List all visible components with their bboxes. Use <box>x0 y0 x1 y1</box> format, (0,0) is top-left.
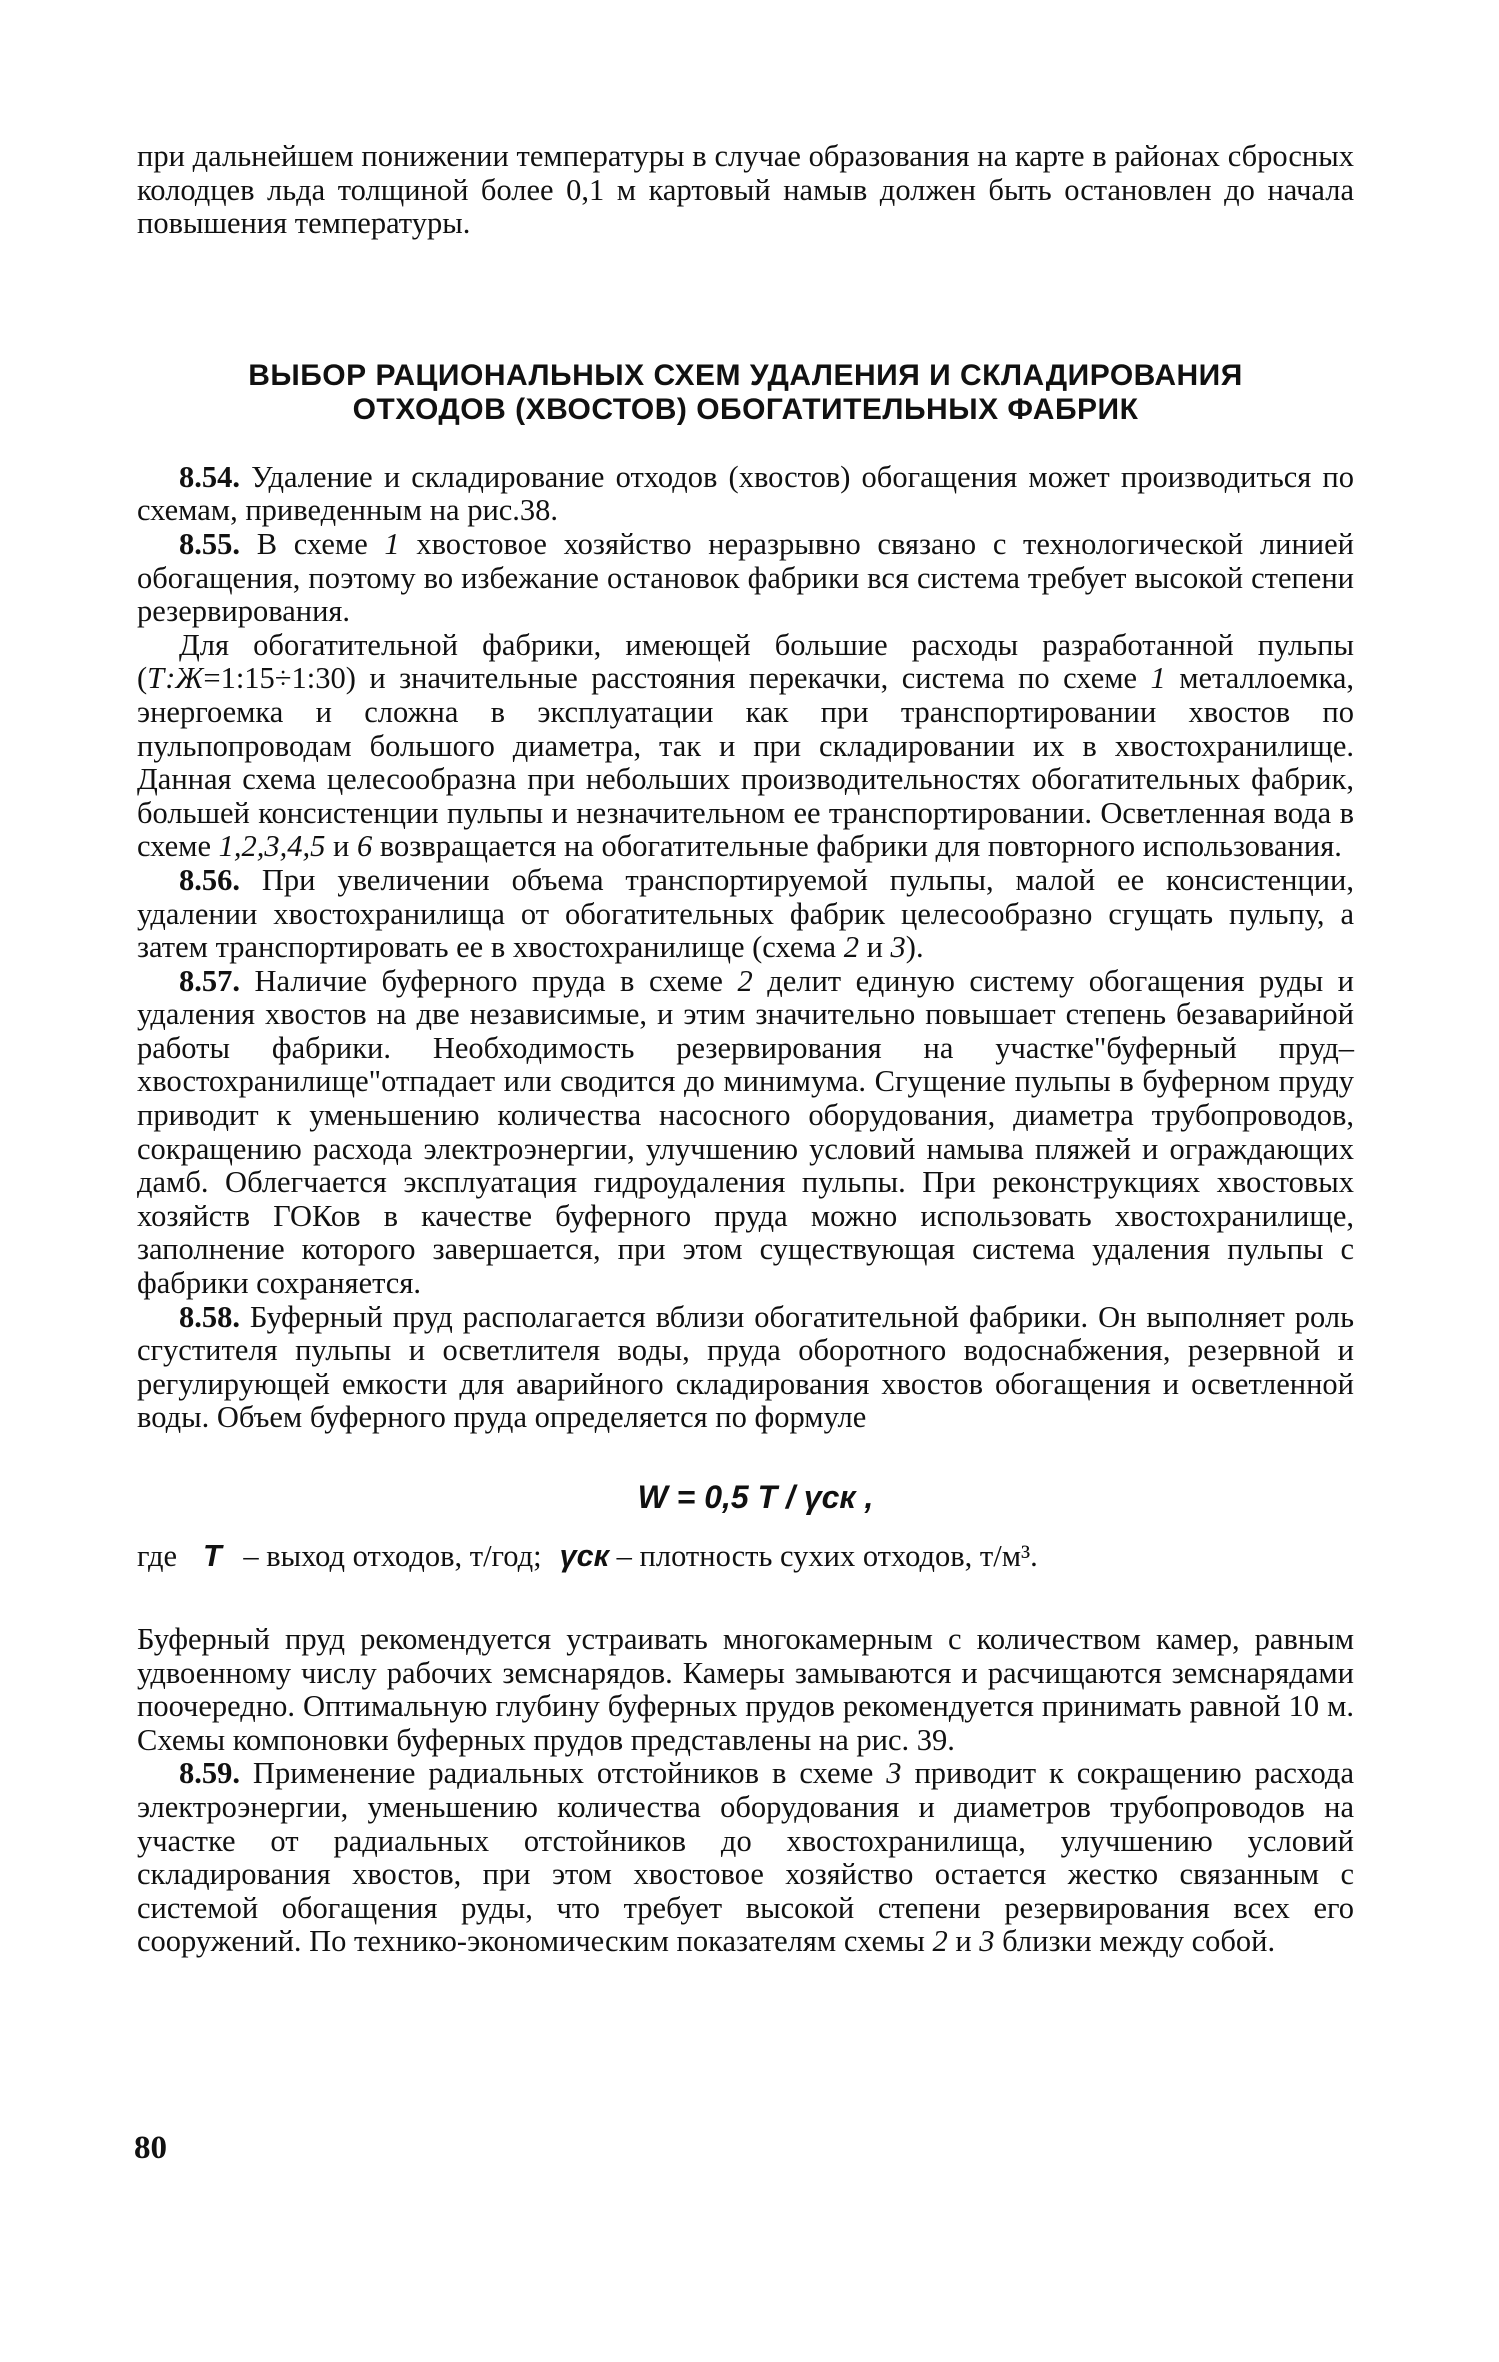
paragraph-text: и <box>325 829 357 864</box>
ratio-label: Т:Ж <box>147 661 204 696</box>
symbol-t: T <box>203 1539 222 1573</box>
section-heading <box>137 359 1354 427</box>
symbol-gamma: γск <box>559 1539 610 1573</box>
paragraph-text: и <box>947 1924 980 1959</box>
paragraph-text: близки между собой. <box>994 1924 1276 1959</box>
clause-number: 8.54. <box>179 459 240 494</box>
scheme-ref: 2 <box>737 963 753 998</box>
paragraph-text: возвращается на обогатительные фабрики для повторного использования. <box>372 829 1342 864</box>
scheme-ref: 1 <box>384 526 400 561</box>
paragraph-text: Удаление и складирование отходов (хвостов) обогащения может производиться по схемам, приведенным на рис.38. <box>137 459 1354 528</box>
clause-number: 8.56. <box>179 862 240 897</box>
section-heading-line-1: ВЫБОР РАЦИОНАЛЬНЫХ СХЕМ УДАЛЕНИЯ И СКЛАДИРОВАНИЯ <box>248 358 1243 392</box>
page-body <box>137 140 1354 1959</box>
paragraph-text: ). <box>905 930 924 965</box>
symbol-gamma-description: – плотность сухих отходов, т/м³. <box>609 1539 1038 1573</box>
scheme-ref: 3 <box>886 1756 902 1791</box>
paragraph-text: Для обогатительной фабрики, имеющей большие расходы разработанной пульпы ( <box>137 627 1354 696</box>
paragraph-8-59 <box>137 1757 1354 1959</box>
page-number: 80 <box>134 2130 167 2166</box>
scheme-ref: 2 <box>932 1924 948 1959</box>
where-label: где <box>137 1539 178 1573</box>
clause-number: 8.59. <box>179 1756 240 1791</box>
paragraph-8-58 <box>137 1301 1354 1435</box>
section-heading-line-2: ОТХОДОВ (ХВОСТОВ) ОБОГАТИТЕЛЬНЫХ ФАБРИК <box>352 392 1139 426</box>
paragraph-8-54 <box>137 461 1354 528</box>
paragraph-text: делит единую систему обогащения руды и удаления хвостов на две независимые, и этим значительно повышает степень безаварийной работы фабрики. Необходимость резервирования на участке"буферный пруд–хвостохранилище"отпадает или сводится до минимума. Сгущение пульпы в буферном пруду приводит к уменьшению количества насосного оборудования, диаметра трубопроводов, сокращению расхода электроэнергии, улучшению условий намыва пляжей и ограждающих дамб. Облегчается эксплуатация гидроудаления пульпы. При реконструкциях хвостовых хозяйств ГОКов в качестве буферного пруда можно использовать хвостохранилище, заполнение которого завершается, при этом существующая система удаления пульпы с фабрики сохраняется. <box>137 963 1354 1301</box>
paragraph-8-55-continued <box>137 629 1354 864</box>
paragraph-text: При увеличении объема транспортируемой пульпы, малой ее консистенции, удалении хвостохранилища от обогатительных фабрик целесообразно сгущать пульпу, а затем транспортировать ее в хвостохранилище (схема <box>137 862 1354 965</box>
paragraph-buffer-pond-chambers: Буферный пруд рекомендуется устраивать многокамерным с количеством камер, равным удвоенному числу рабочих земснарядов. Камеры замываются и расчищаются земснарядами поочередно. Оптимальную глубину буферных прудов рекомендуется принимать равной 10 м. Схемы компоновки буферных прудов представлены на рис. 39. <box>137 1622 1354 1757</box>
paragraph-text: В схеме <box>240 526 385 561</box>
scheme-ref: 6 <box>356 829 373 864</box>
paragraph-text: металлоемка, энергоемка и сложна в эксплуатации как при транспортировании хвостов по пульпопроводам большого диаметра, так и при складировании их в хвостохранилище. Данная схема целесообразна при небольших производительностях обогатительных фабрик, большей консистенции пульпы и незначительном ее транспортировании. Осветленная вода в схеме <box>137 661 1354 864</box>
scheme-ref: 2 <box>843 930 859 965</box>
clause-number: 8.58. <box>179 1299 240 1334</box>
symbol-t-description: – выход отходов, т/год; <box>235 1539 542 1573</box>
paragraph-text: и <box>858 930 891 965</box>
paragraph-8-56 <box>137 864 1354 965</box>
paragraph-text: =1:15÷1:30) и значительные расстояния перекачки, система по схеме <box>203 661 1151 696</box>
buffer-pond-formula: W = 0,5 T / γск , <box>637 1479 874 1515</box>
paragraph-text: Буферный пруд располагается вблизи обогатительной фабрики. Он выполняет роль сгустителя пульпы и осветлителя воды, пруда оборотного водоснабжения, резервной и регулирующей емкости для аварийного складирования хвостов обогащения и осветленной воды. Объем буферного пруда определяется по формуле <box>137 1299 1354 1435</box>
paragraph-text: Наличие буферного пруда в схеме <box>240 963 738 998</box>
paragraph-text: хвостовое хозяйство неразрывно связано с технологической линией обогащения, поэтому во избежание остановок фабрики вся система требует высокой степени резервирования. <box>137 526 1354 629</box>
paragraph-8-57 <box>137 965 1354 1301</box>
formula-legend <box>137 1539 1354 1573</box>
scheme-ref: 3 <box>979 1924 995 1959</box>
paragraph-text: Применение радиальных отстойников в схеме <box>240 1756 887 1791</box>
scheme-ref: 1 <box>1150 661 1166 696</box>
clause-number: 8.55. <box>179 526 240 561</box>
intro-paragraph: при дальнейшем понижении температуры в случае образования на карте в районах сбросных колодцев льда толщиной более 0,1 м картовый намыв должен быть остановлен до начала повышения температуры. <box>137 139 1354 241</box>
clause-number: 8.57. <box>179 963 240 998</box>
paragraph-text: приводит к сокращению расхода электроэнергии, уменьшению количества оборудования и диаметров трубопроводов на участке от радиальных отстойников до хвостохранилища, улучшению условий складирования хвостов, при этом хвостовое хозяйство остается жестко связанным с системой обогащения руды, что требует высокой степени резервирования всех его сооружений. По технико-экономическим показателям схемы <box>137 1756 1354 1959</box>
scheme-ref: 3 <box>890 930 906 965</box>
paragraph-8-55 <box>137 528 1354 629</box>
scheme-list: 1,2,3,4,5 <box>218 829 326 864</box>
